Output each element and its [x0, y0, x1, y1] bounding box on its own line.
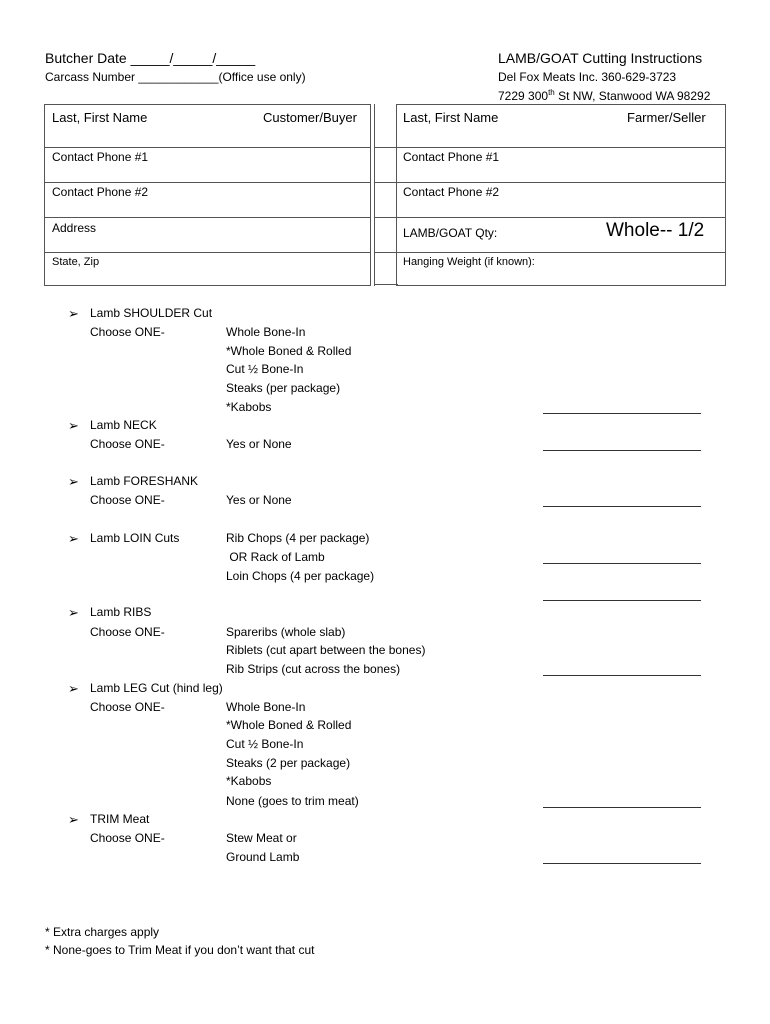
qty-value[interactable]: Whole-- 1/2: [606, 220, 705, 241]
bullet-arrow-icon: ➢: [68, 418, 79, 433]
loin-answer-line-1[interactable]: [543, 563, 701, 564]
foreshank-choose: Choose ONE-: [90, 493, 165, 507]
customer-role-label: Customer/Buyer: [263, 110, 357, 125]
divider: [44, 217, 371, 218]
divider: [44, 147, 371, 148]
ribs-option: Spareribs (whole slab): [226, 625, 346, 639]
leg-answer-line[interactable]: [543, 807, 701, 808]
loin-title: Lamb LOIN Cuts: [90, 531, 180, 545]
leg-option: None (goes to trim meat): [226, 794, 359, 808]
bullet-arrow-icon: ➢: [68, 531, 79, 546]
shoulder-answer-line[interactable]: [543, 413, 701, 414]
divider: [374, 284, 398, 285]
bullet-arrow-icon: ➢: [68, 605, 79, 620]
customer-name-field[interactable]: Last, First Name: [52, 110, 148, 125]
bullet-arrow-icon: ➢: [68, 681, 79, 696]
column-divider: [374, 104, 375, 286]
leg-option: *Kabobs: [226, 774, 272, 788]
trim-answer-line[interactable]: [543, 863, 701, 864]
trim-option: Ground Lamb: [226, 850, 300, 864]
neck-title: Lamb NECK: [90, 418, 157, 432]
divider: [374, 182, 726, 183]
butcher-date[interactable]: Butcher Date _____/_____/_____: [45, 50, 256, 66]
customer-state-zip-field[interactable]: State, Zip: [52, 256, 100, 268]
divider: [374, 147, 726, 148]
neck-choose: Choose ONE-: [90, 437, 165, 451]
shoulder-option: Cut ½ Bone-In: [226, 362, 304, 376]
neck-answer-line[interactable]: [543, 450, 701, 451]
bullet-arrow-icon: ➢: [68, 812, 79, 827]
ribs-option: Riblets (cut apart between the bones): [226, 643, 426, 657]
farmer-phone1-field[interactable]: Contact Phone #1: [403, 150, 500, 164]
trim-option: Stew Meat or: [226, 831, 297, 845]
leg-option: Cut ½ Bone-In: [226, 737, 304, 751]
farmer-phone2-field[interactable]: Contact Phone #2: [403, 185, 500, 199]
loin-option: Rib Chops (4 per package): [226, 531, 370, 545]
trim-choose: Choose ONE-: [90, 831, 165, 845]
loin-option: OR Rack of Lamb: [226, 550, 325, 564]
customer-phone2-field[interactable]: Contact Phone #2: [52, 185, 149, 199]
shoulder-choose: Choose ONE-: [90, 325, 165, 339]
address-rest: St NW, Stanwood WA 98292: [554, 89, 711, 103]
company-info: Del Fox Meats Inc. 360-629-3723: [498, 70, 677, 84]
loin-answer-line-2[interactable]: [543, 600, 701, 601]
shoulder-title: Lamb SHOULDER Cut: [90, 306, 213, 320]
footnote: * None-goes to Trim Meat if you don’t want that cut: [45, 943, 315, 957]
divider: [374, 217, 726, 218]
hanging-weight-field[interactable]: Hanging Weight (if known):: [403, 256, 535, 268]
bullet-arrow-icon: ➢: [68, 306, 79, 321]
shoulder-option: *Whole Boned & Rolled: [226, 344, 352, 358]
leg-option: Whole Bone-In: [226, 700, 306, 714]
leg-choose: Choose ONE-: [90, 700, 165, 714]
neck-option: Yes or None: [226, 437, 292, 451]
ribs-option: Rib Strips (cut across the bones): [226, 662, 401, 676]
qty-label: LAMB/GOAT Qty:: [403, 226, 498, 240]
address-number: 7229 300: [498, 89, 549, 103]
farmer-name-field[interactable]: Last, First Name: [403, 110, 499, 125]
shoulder-option: Whole Bone-In: [226, 325, 306, 339]
company-address: [498, 88, 710, 103]
ribs-choose: Choose ONE-: [90, 625, 165, 639]
bullet-arrow-icon: ➢: [68, 474, 79, 489]
leg-option: *Whole Boned & Rolled: [226, 718, 352, 732]
shoulder-option: Steaks (per package): [226, 381, 341, 395]
ribs-title: Lamb RIBS: [90, 605, 152, 619]
foreshank-answer-line[interactable]: [543, 506, 701, 507]
divider: [44, 182, 371, 183]
trim-title: TRIM Meat: [90, 812, 150, 826]
loin-option: Loin Chops (4 per package): [226, 569, 375, 583]
foreshank-option: Yes or None: [226, 493, 292, 507]
customer-phone1-field[interactable]: Contact Phone #1: [52, 150, 149, 164]
foreshank-title: Lamb FORESHANK: [90, 474, 199, 488]
leg-option: Steaks (2 per package): [226, 756, 351, 770]
form-title: LAMB/GOAT Cutting Instructions: [498, 50, 703, 66]
carcass-number[interactable]: Carcass Number ____________(Office use only): [45, 70, 306, 84]
shoulder-option: *Kabobs: [226, 400, 272, 414]
divider: [44, 252, 371, 253]
leg-title: Lamb LEG Cut (hind leg): [90, 681, 223, 695]
address-ordinal: th: [548, 88, 555, 97]
customer-address-field[interactable]: Address: [52, 221, 97, 235]
divider: [374, 252, 726, 253]
ribs-answer-line[interactable]: [543, 675, 701, 676]
footnote: * Extra charges apply: [45, 925, 160, 939]
farmer-role-label: Farmer/Seller: [627, 110, 706, 125]
